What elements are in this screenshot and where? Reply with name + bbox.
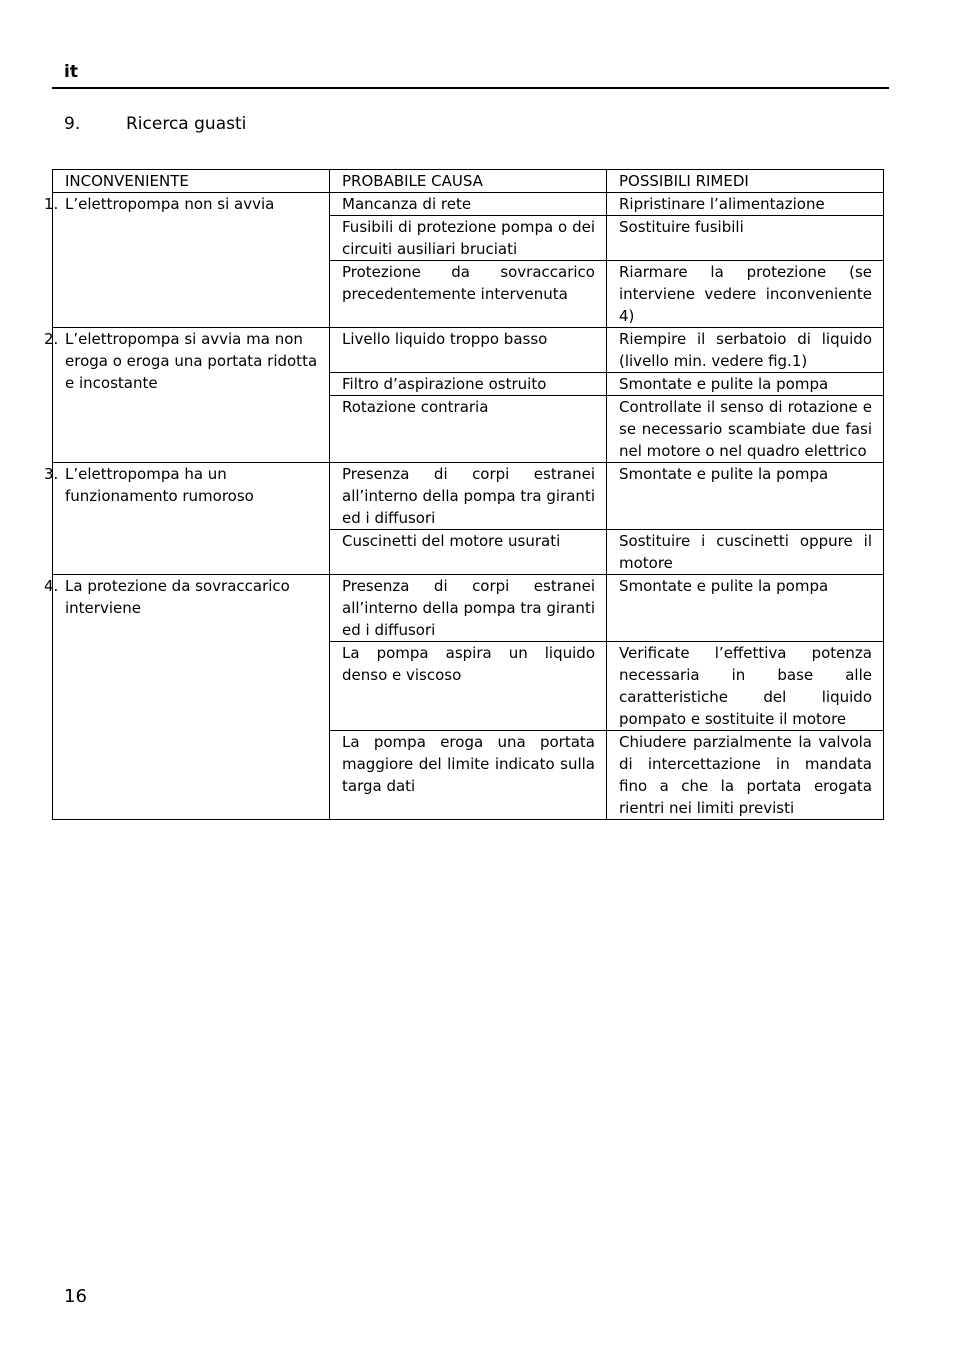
- problem-text: L’elettropompa si avvia ma non eroga o eroga una portata ridotta e incostante: [65, 330, 318, 392]
- problem-cell: [44, 575, 330, 820]
- remedy-cell: Smontate e pulite la pompa: [607, 575, 884, 642]
- cause-cell: Filtro d’aspirazione ostruito: [330, 373, 607, 396]
- header-remedy: POSSIBILI RIMEDI: [607, 170, 884, 193]
- problem-number: 4.: [44, 577, 59, 595]
- cause-cell: Presenza di corpi estranei all’interno della pompa tra giranti ed i diffusori: [330, 575, 607, 642]
- remedy-cell: Ripristinare l’alimentazione: [607, 193, 884, 216]
- cause-cell: Mancanza di rete: [330, 193, 607, 216]
- troubleshooting-table: [44, 169, 884, 820]
- remedy-cell: Verificate l’effettiva potenza necessaria in base alle caratteristiche del liquido pompato e sostituite il motore: [607, 642, 884, 731]
- table-row: [53, 463, 884, 530]
- table-row: [53, 575, 884, 642]
- section-title: Ricerca guasti: [126, 114, 247, 134]
- remedy-cell: Smontate e pulite la pompa: [607, 373, 884, 396]
- remedy-cell: Smontate e pulite la pompa: [607, 463, 884, 530]
- remedy-cell: Riempire il serbatoio di liquido (livello min. vedere fig.1): [607, 328, 884, 373]
- page-number: 16: [64, 1286, 87, 1307]
- remedy-cell: Chiudere parzialmente la valvola di intercettazione in mandata fino a che la portata erogata rientri nei limiti previsti: [607, 731, 884, 820]
- cause-cell: Fusibili di protezione pompa o dei circuiti ausiliari bruciati: [330, 216, 607, 261]
- section-number: 9.: [64, 114, 81, 134]
- cause-cell: Protezione da sovraccarico precedentemente intervenuta: [330, 261, 607, 328]
- problem-cell: [44, 328, 330, 463]
- cause-cell: Cuscinetti del motore usurati: [330, 530, 607, 575]
- table-row: [53, 193, 884, 216]
- header-problem: INCONVENIENTE: [53, 170, 330, 193]
- remedy-cell: Sostituire fusibili: [607, 216, 884, 261]
- table-row: [53, 328, 884, 373]
- remedy-cell: Riarmare la protezione (se interviene vedere inconveniente 4): [607, 261, 884, 328]
- problem-number: 3.: [44, 465, 59, 483]
- remedy-cell: Controllate il senso di rotazione e se necessario scambiate due fasi nel motore o nel quadro elettrico: [607, 396, 884, 463]
- problem-cell: [44, 463, 330, 575]
- header-cause: PROBABILE CAUSA: [330, 170, 607, 193]
- language-code: it: [64, 62, 78, 82]
- header-rule: [52, 87, 889, 89]
- problem-text: L’elettropompa ha un funzionamento rumoroso: [65, 465, 254, 505]
- problem-number: 1.: [44, 195, 59, 213]
- problem-text: L’elettropompa non si avvia: [65, 195, 275, 213]
- cause-cell: Rotazione contraria: [330, 396, 607, 463]
- problem-number: 2.: [44, 330, 59, 348]
- remedy-cell: Sostituire i cuscinetti oppure il motore: [607, 530, 884, 575]
- table-header-row: [53, 170, 884, 193]
- problem-cell: [44, 193, 330, 328]
- cause-cell: Presenza di corpi estranei all’interno della pompa tra giranti ed i diffusori: [330, 463, 607, 530]
- cause-cell: La pompa eroga una portata maggiore del limite indicato sulla targa dati: [330, 731, 607, 820]
- problem-text: La protezione da sovraccarico interviene: [65, 577, 290, 617]
- cause-cell: Livello liquido troppo basso: [330, 328, 607, 373]
- cause-cell: La pompa aspira un liquido denso e viscoso: [330, 642, 607, 731]
